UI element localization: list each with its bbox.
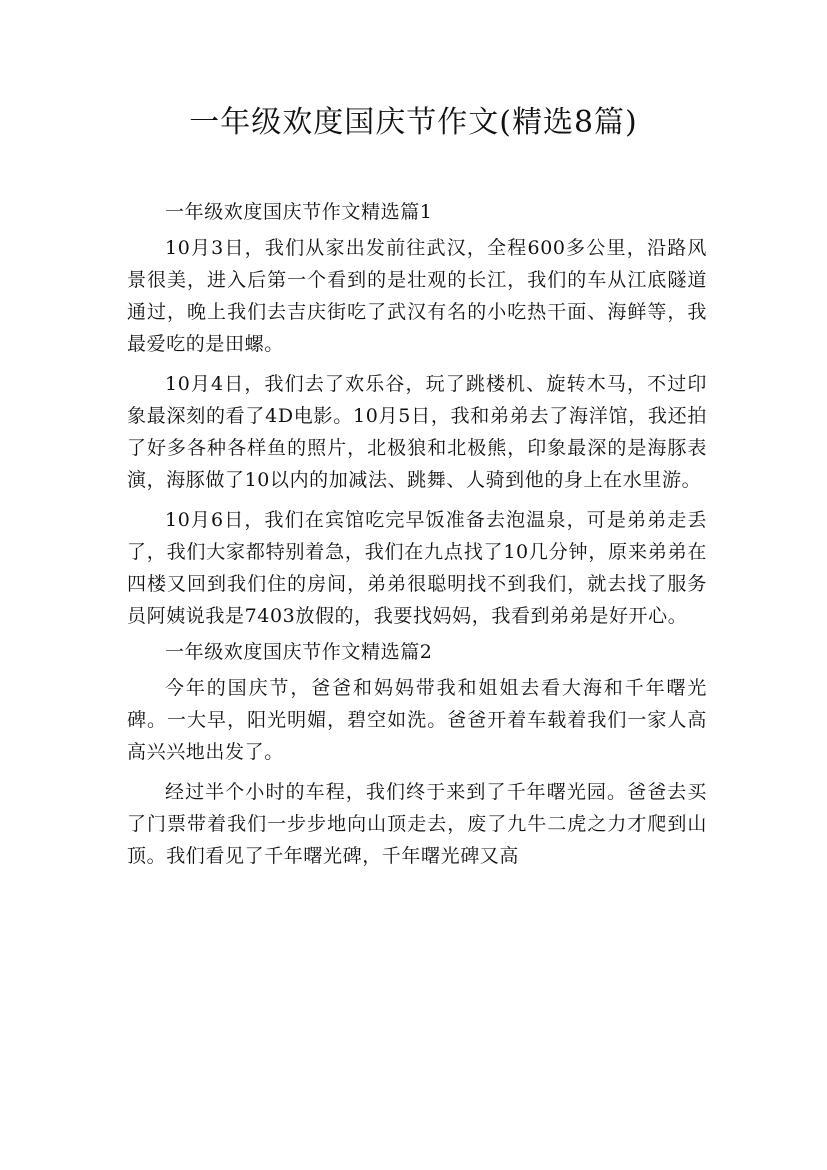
section-heading: 一年级欢度国庆节作文精选篇1 [165, 201, 433, 223]
paragraph: 10月6日，我们在宾馆吃完早饭准备去泡温泉，可是弟弟走丢了，我们大家都特别着急，我们在九点找了10几分钟，原来弟弟在四楼又回到我们住的房间，弟弟很聪明找不到我们，就去找了服务员阿姨说我是7403放假的，我要找妈妈，我看到弟弟是好开心。 [127, 509, 707, 627]
document-body [127, 196, 707, 872]
paragraph: 10月4日，我们去了欢乐谷，玩了跳楼机、旋转木马，不过印象最深刻的看了4D电影。10月5日，我和弟弟去了海洋馆，我还拍了好多各种各样鱼的照片，北极狼和北极熊，印象最深的是海豚表演，海豚做了10以内的加减法、跳舞、人骑到他的身上在水里游。 [127, 373, 707, 491]
paragraph: 今年的国庆节，爸爸和妈妈带我和姐姐去看大海和千年曙光碑。一大早，阳光明媚，碧空如洗。爸爸开着车载着我们一家人高高兴兴地出发了。 [127, 677, 707, 763]
paragraph: 经过半个小时的车程，我们终于来到了千年曙光园。爸爸去买了门票带着我们一步步地向山顶走去，废了九牛二虎之力才爬到山顶。我们看见了千年曙光碑，千年曙光碑又高 [127, 781, 707, 867]
section-heading: 一年级欢度国庆节作文精选篇2 [165, 641, 433, 663]
paragraph: 10月3日，我们从家出发前往武汉，全程600多公里，沿路风景很美，进入后第一个看到的是壮观的长江，我们的车从江底隧道通过，晚上我们去吉庆街吃了武汉有名的小吃热干面、海鲜等，我最爱吃的是田螺。 [127, 237, 707, 355]
document-title: 一年级欢度国庆节作文(精选8篇) [189, 105, 638, 140]
